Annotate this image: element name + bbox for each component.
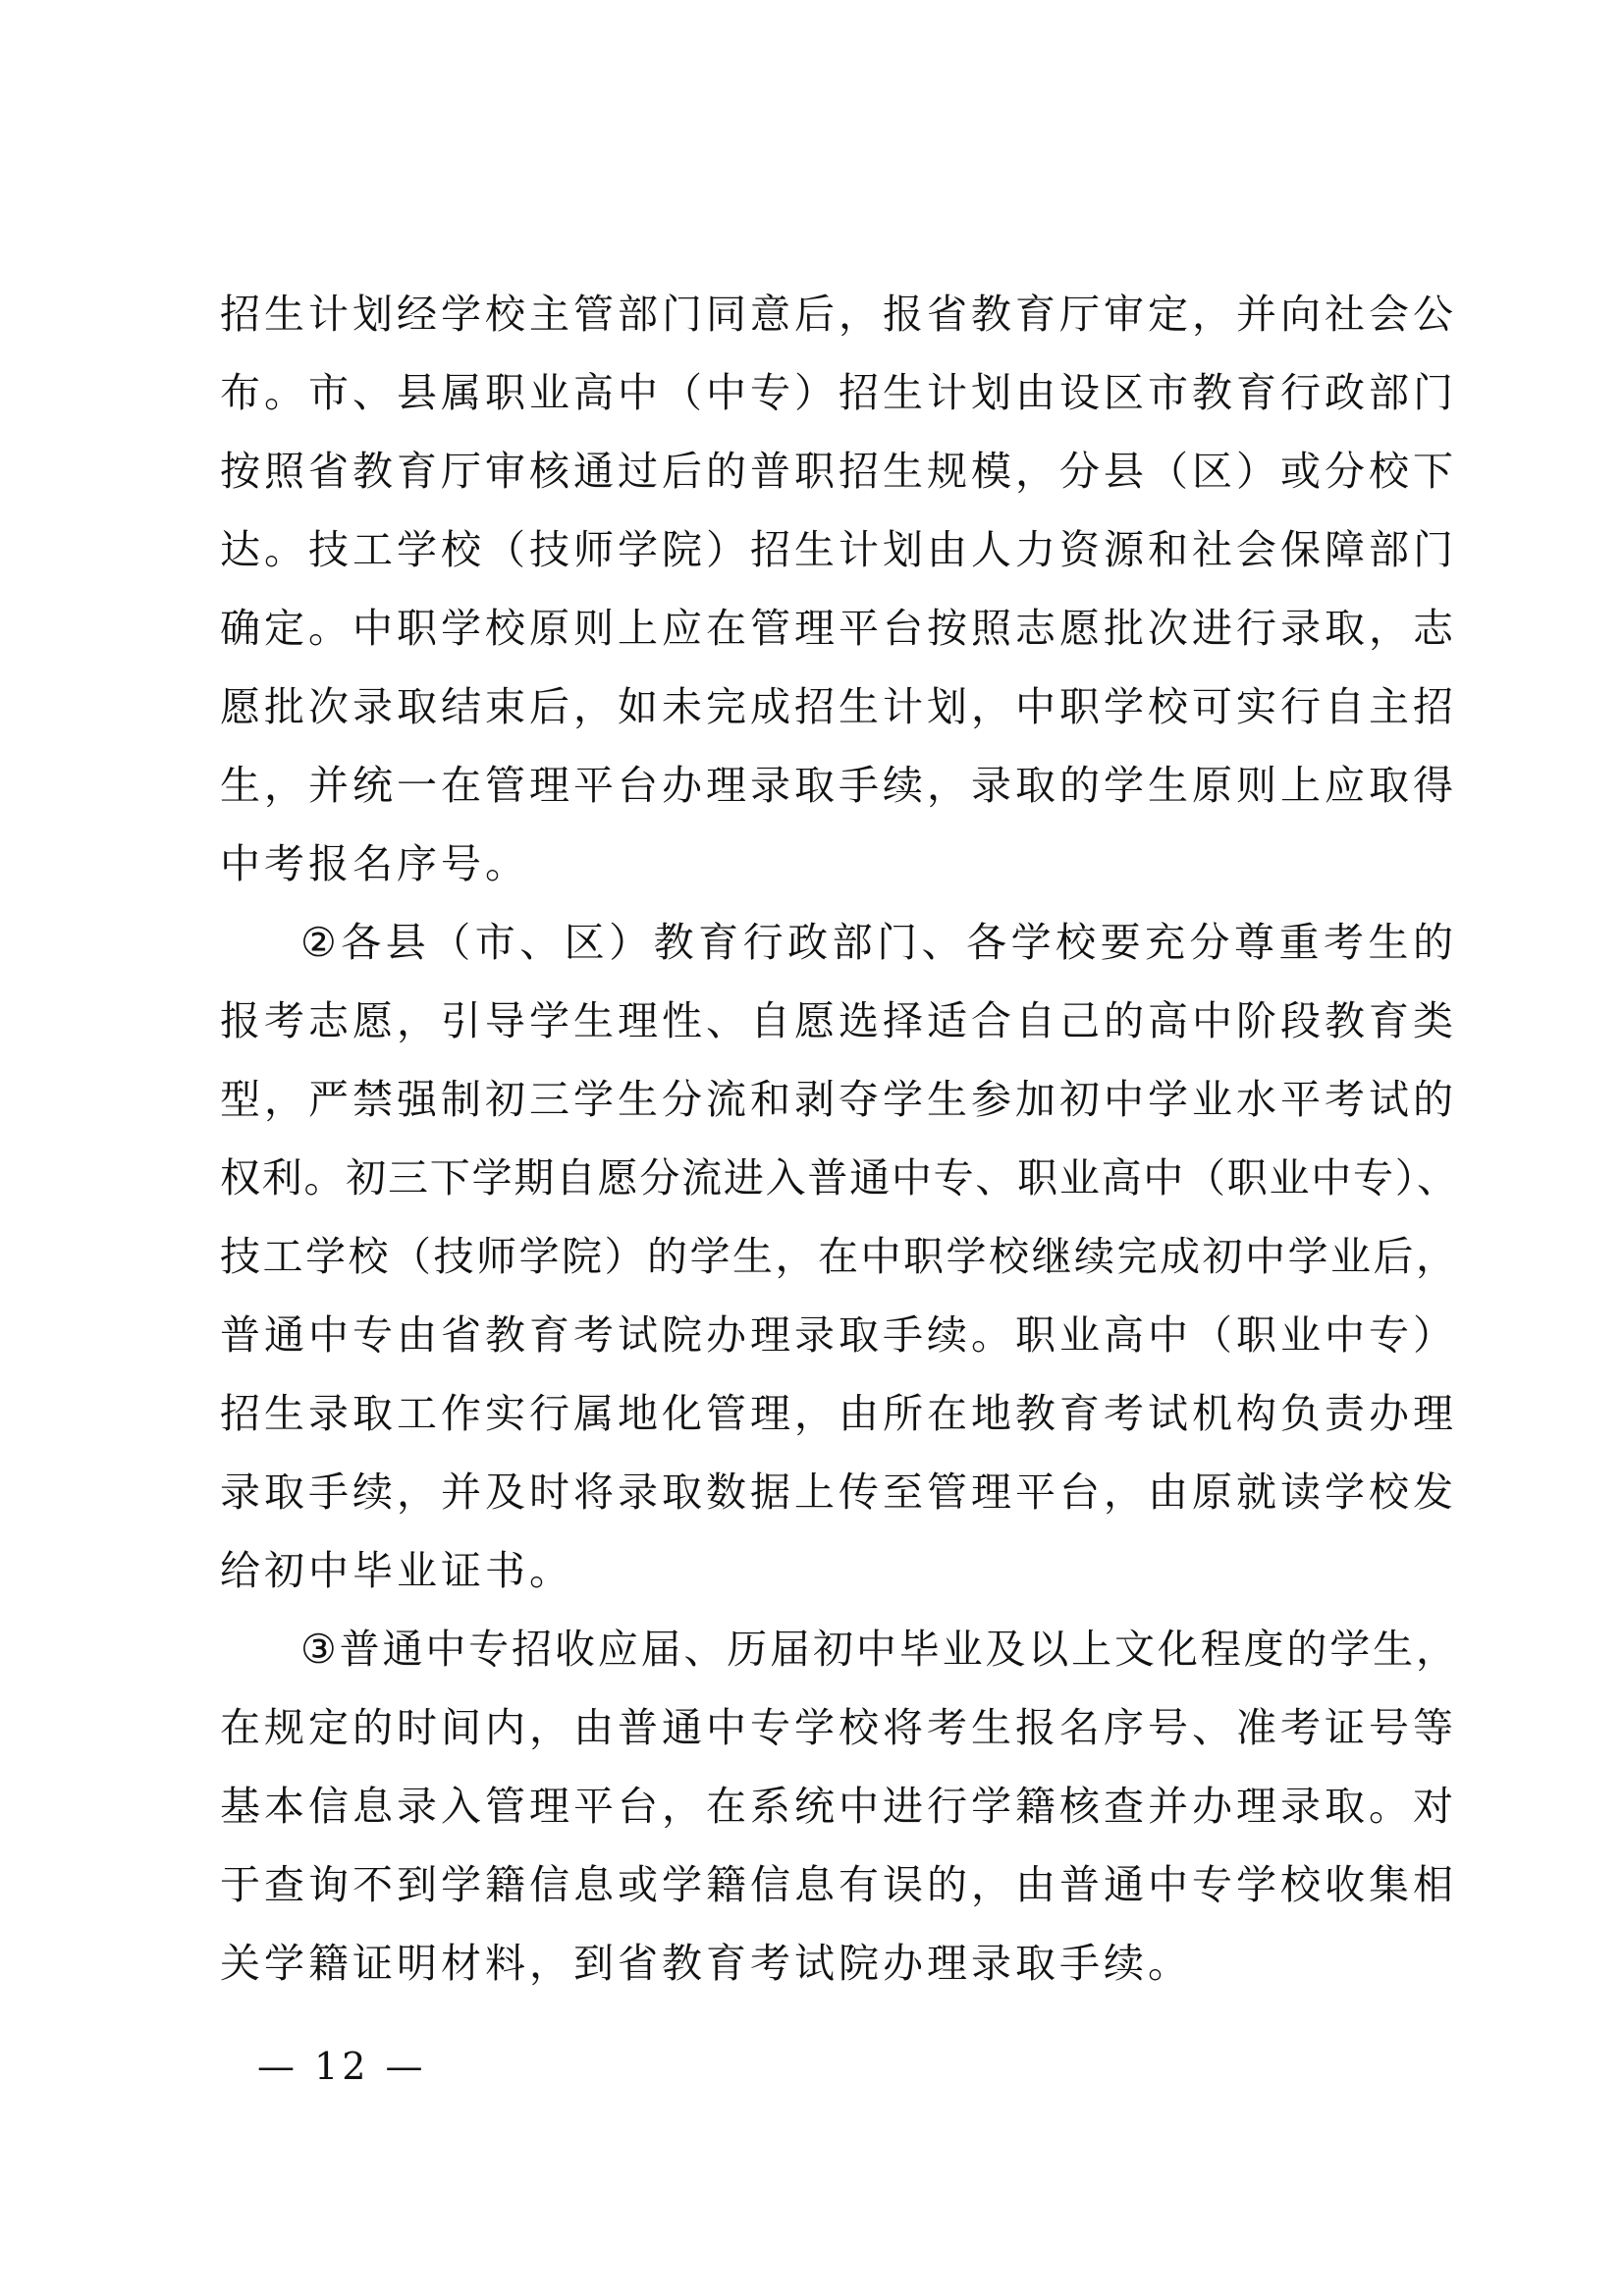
text-line: 生，并统一在管理平台办理录取手续，录取的学生原则上应取得 [220, 762, 1457, 809]
text-line: 确定。中职学校原则上应在管理平台按照志愿批次进行录取，志 [220, 605, 1457, 652]
text-line: 报考志愿，引导学生理性、自愿选择适合自己的高中阶段教育类 [220, 997, 1457, 1044]
text-line: 基本信息录入管理平台，在系统中进行学籍核查并办理录取。对 [220, 1783, 1457, 1830]
text-line: 录取手续，并及时将录取数据上传至管理平台，由原就读学校发 [220, 1468, 1457, 1516]
text-line: 技工学校（技师学院）的学生，在中职学校继续完成初中学业后， [220, 1233, 1457, 1280]
text-line: 按照省教育厅审核通过后的普职招生规模，分县（区）或分校下 [220, 448, 1457, 495]
text-line: 招生录取工作实行属地化管理，由所在地教育考试机构负责办理 [220, 1390, 1457, 1437]
body-text [220, 291, 1457, 2022]
text-line: 中考报名序号。 [220, 840, 529, 887]
text-line: 于查询不到学籍信息或学籍信息有误的，由普通中专学校收集相 [220, 1861, 1457, 1908]
text-line: 招生计划经学校主管部门同意后，报省教育厅审定，并向社会公 [220, 291, 1457, 338]
text-line: 给初中毕业证书。 [220, 1547, 573, 1594]
paragraph-first-line: ②各县（市、区）教育行政部门、各学校要充分尊重考生的 [300, 919, 1457, 966]
paragraph-first-line: ③普通中专招收应届、历届初中毕业及以上文化程度的学生， [300, 1626, 1457, 1673]
page-number: — 12 — [257, 2045, 427, 2088]
text-line: 在规定的时间内，由普通中专学校将考生报名序号、准考证号等 [220, 1704, 1457, 1751]
text-line: 关学籍证明材料，到省教育考试院办理录取手续。 [220, 1940, 1192, 1987]
text-line: 权利。初三下学期自愿分流进入普通中专、职业高中（职业中专）、 [220, 1154, 1457, 1201]
text-line: 布。市、县属职业高中（中专）招生计划由设区市教育行政部门 [220, 369, 1457, 416]
text-line: 愿批次录取结束后，如未完成招生计划，中职学校可实行自主招 [220, 683, 1457, 730]
text-line: 普通中专由省教育考试院办理录取手续。职业高中（职业中专） [220, 1311, 1457, 1359]
text-line: 型，严禁强制初三学生分流和剥夺学生参加初中学业水平考试的 [220, 1076, 1457, 1123]
text-line: 达。技工学校（技师学院）招生计划由人力资源和社会保障部门 [220, 526, 1457, 573]
